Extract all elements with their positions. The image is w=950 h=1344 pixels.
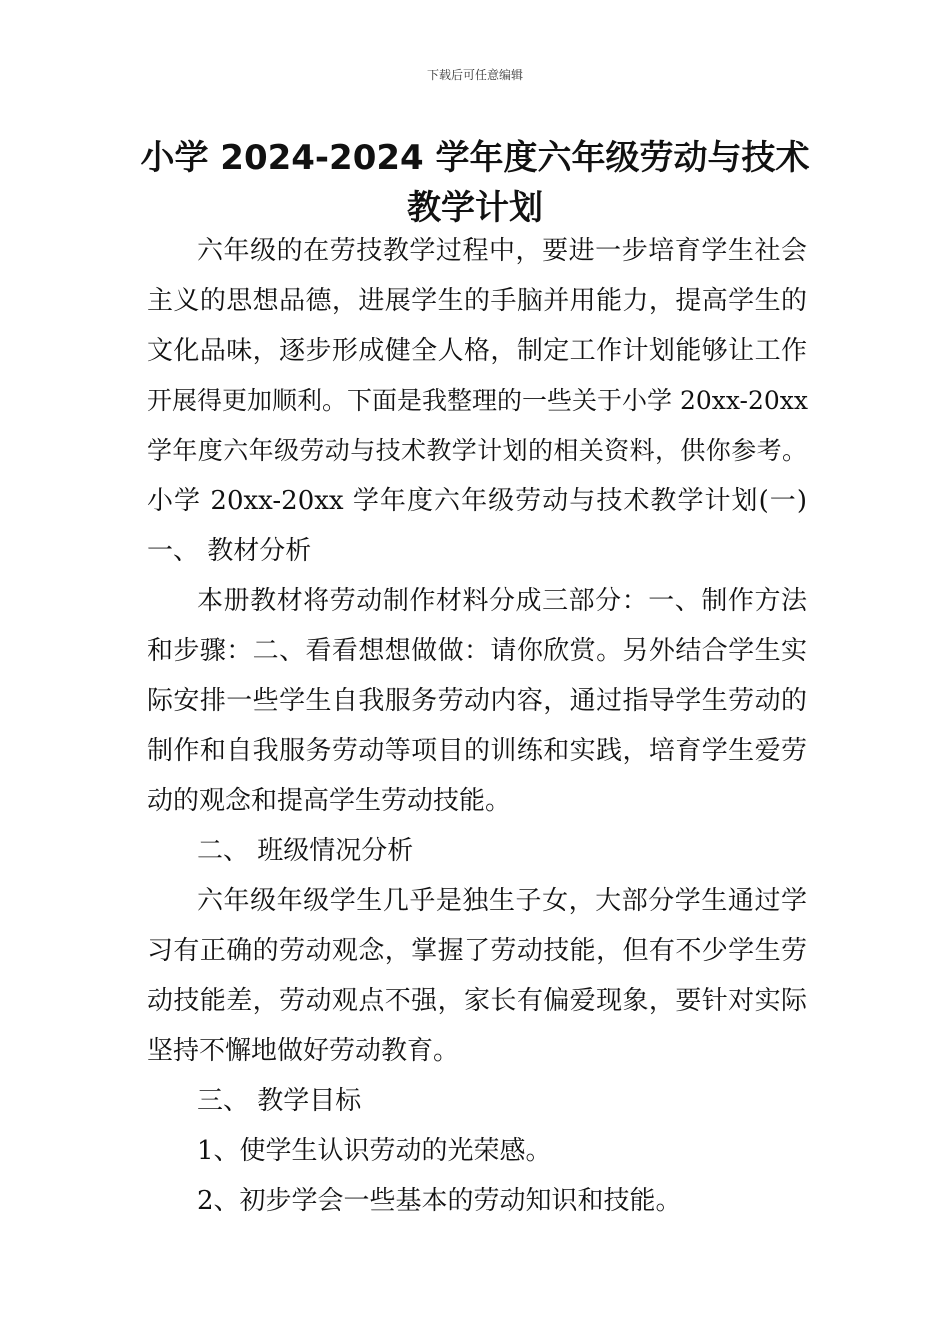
paragraph-line: 习有正确的劳动观念，掌握了劳动技能，但有不少学生劳 bbox=[147, 936, 807, 966]
document-title-line-2: 教学计划 bbox=[407, 188, 543, 228]
paragraph-line: 际安排一些学生自我服务劳动内容，通过指导学生劳动的 bbox=[147, 686, 807, 716]
paragraph-line: 学年度六年级劳动与技术教学计划的相关资料，供你参考。 bbox=[147, 436, 807, 465]
document-title-line-1: 小学 2024-2024 学年度六年级劳动与技术 bbox=[140, 138, 810, 178]
section-heading: 一、 教材分析 bbox=[147, 536, 312, 566]
paragraph-line: 主义的思想品德，进展学生的手脑并用能力，提高学生的 bbox=[147, 286, 807, 316]
paragraph-line: 六年级年级学生几乎是独生子女，大部分学生通过学 bbox=[197, 886, 807, 916]
subtitle-line: 小学 20xx-20xx 学年度六年级劳动与技术教学计划(一) bbox=[147, 486, 807, 516]
paragraph-line: 六年级的在劳技教学过程中，要进一步培育学生社会 bbox=[197, 236, 807, 266]
paragraph-line: 动的观念和提高学生劳动技能。 bbox=[147, 786, 512, 816]
list-item: 1、使学生认识劳动的光荣感。 bbox=[197, 1136, 552, 1166]
section-heading: 三、 教学目标 bbox=[197, 1086, 362, 1116]
paragraph-line: 文化品味，逐步形成健全人格，制定工作计划能够让工作 bbox=[147, 336, 807, 366]
paragraph-line: 本册教材将劳动制作材料分成三部分：一、制作方法 bbox=[197, 586, 807, 616]
paragraph-line: 和步骤：二、看看想想做做：请你欣赏。另外结合学生实 bbox=[147, 636, 807, 666]
section-heading: 二、 班级情况分析 bbox=[197, 836, 414, 866]
paragraph-line: 制作和自我服务劳动等项目的训练和实践，培育学生爱劳 bbox=[147, 736, 807, 766]
paragraph-line: 坚持不懈地做好劳动教育。 bbox=[147, 1036, 460, 1066]
header-note: 下载后可任意编辑 bbox=[426, 68, 523, 82]
paragraph-line: 动技能差，劳动观点不强，家长有偏爱现象，要针对实际 bbox=[147, 986, 807, 1016]
list-item: 2、初步学会一些基本的劳动知识和技能。 bbox=[197, 1186, 682, 1216]
paragraph-line: 开展得更加顺利。下面是我整理的一些关于小学 20xx-20xx bbox=[147, 386, 808, 415]
